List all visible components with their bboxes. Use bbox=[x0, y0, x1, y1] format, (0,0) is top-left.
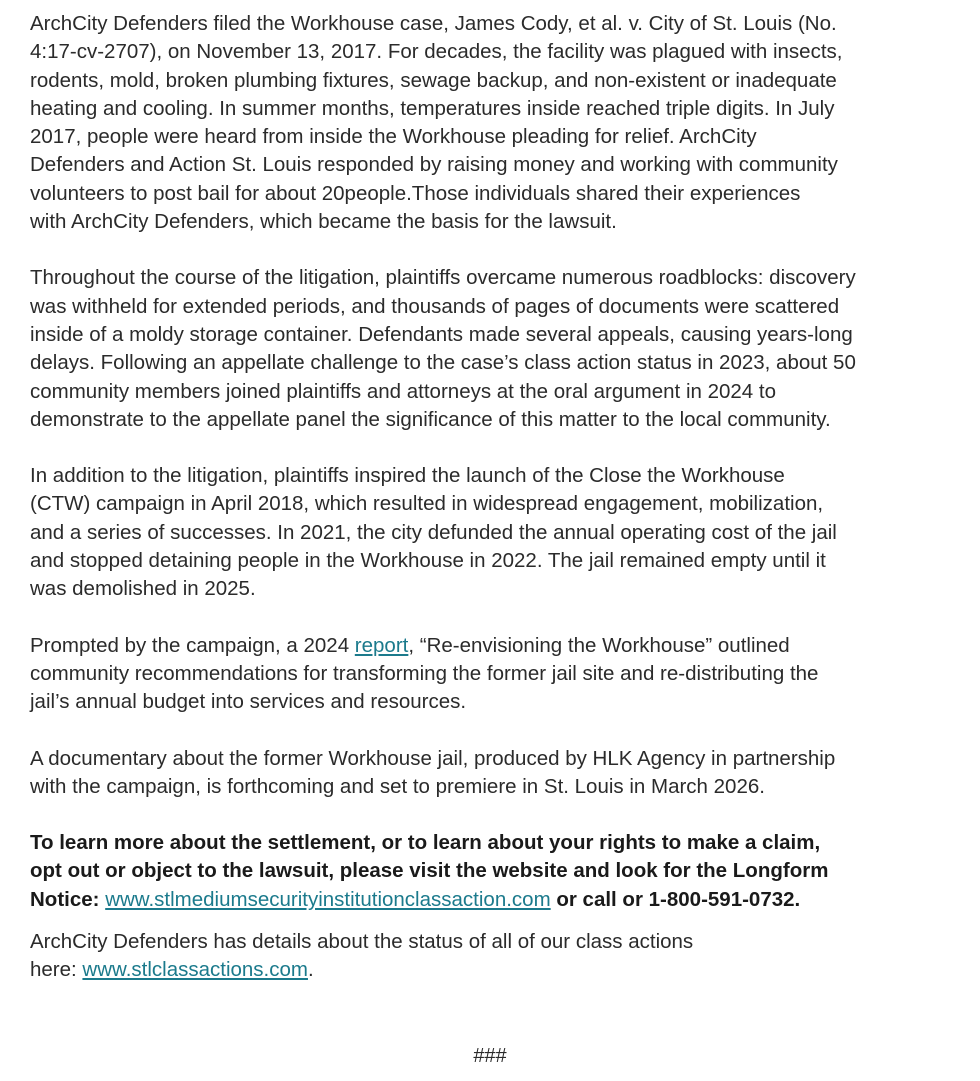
text-line: demonstrate to the appellate panel the significance of this matter to the local community. bbox=[30, 407, 831, 431]
press-release-body bbox=[30, 10, 960, 1013]
text-line: rodents, mold, broken plumbing fixtures, sewage backup, and non-existent or inadequate bbox=[30, 68, 837, 92]
text-line: with the campaign, is forthcoming and set to premiere in St. Louis in March 2026. bbox=[30, 774, 765, 798]
text-line: inside of a moldy storage container. Defendants made several appeals, causing years-long bbox=[30, 322, 853, 346]
paragraph-case-filing bbox=[30, 10, 960, 236]
text-line: and stopped detaining people in the Workhouse in 2022. The jail remained empty until it bbox=[30, 549, 826, 573]
paragraph-report bbox=[30, 632, 960, 717]
text-line: and a series of successes. In 2021, the city defunded the annual operating cost of the jail bbox=[30, 520, 837, 544]
text-line: Throughout the course of the litigation, plaintiffs overcame numerous roadblocks: discovery bbox=[30, 266, 856, 290]
text-line: opt out or object to the lawsuit, please visit the website and look for the Longform bbox=[30, 859, 829, 883]
text-line: jail’s annual budget into services and resources. bbox=[30, 690, 467, 714]
text-segment: or call or 1-800-591-0732. bbox=[550, 887, 801, 911]
text-line: ArchCity Defenders has details about the status of all of our class actions bbox=[30, 930, 694, 954]
text-segment: , “Re-envisioning the Workhouse” outlined bbox=[408, 633, 790, 657]
class-actions-link[interactable]: www.stlclassactions.com bbox=[82, 958, 308, 982]
text-line: ArchCity Defenders filed the Workhouse case, James Cody, et al. v. City of St. Louis (No. bbox=[30, 12, 837, 35]
paragraph-litigation bbox=[30, 264, 960, 434]
text-line: 2017, people were heard from inside the Workhouse pleading for relief. ArchCity bbox=[30, 125, 757, 149]
text-segment: Notice: bbox=[30, 887, 106, 911]
text-segment: Prompted by the campaign, a 2024 bbox=[30, 633, 355, 657]
text-line: community recommendations for transforming the former jail site and re-distributing the bbox=[30, 661, 819, 685]
text-line: volunteers to post bail for about 20people.Those individuals shared their experiences bbox=[30, 181, 801, 205]
text-line: was withheld for extended periods, and thousands of pages of documents were scattered bbox=[30, 294, 840, 318]
paragraph-settlement-info bbox=[30, 829, 960, 914]
settlement-website-link[interactable]: www.stlmediumsecurityinstitutionclassaction.com bbox=[105, 887, 551, 911]
text-line: Defenders and Action St. Louis responded by raising money and working with community bbox=[30, 153, 838, 177]
paragraph-class-actions bbox=[30, 928, 960, 985]
text-segment: here: bbox=[30, 958, 83, 982]
text-line: (CTW) campaign in April 2018, which resulted in widespread engagement, mobilization, bbox=[30, 492, 824, 516]
text-line: was demolished in 2025. bbox=[30, 577, 256, 601]
end-mark: ### bbox=[473, 1045, 507, 1067]
text-line: with ArchCity Defenders, which became the basis for the lawsuit. bbox=[30, 210, 617, 234]
text-line: In addition to the litigation, plaintiffs inspired the launch of the Close the Workhouse bbox=[30, 464, 785, 488]
text-line: delays. Following an appellate challenge to the case’s class action status in 2023, about 50 bbox=[30, 351, 856, 375]
text-line: A documentary about the former Workhouse jail, produced by HLK Agency in partnership bbox=[30, 746, 836, 770]
text-line: 4:17-cv-2707), on November 13, 2017. For decades, the facility was plagued with insects, bbox=[30, 40, 843, 64]
text-line: community members joined plaintiffs and attorneys at the oral argument in 2024 to bbox=[30, 379, 776, 403]
text-line: heating and cooling. In summer months, temperatures inside reached triple digits. In July bbox=[30, 96, 835, 120]
text-segment: . bbox=[307, 958, 314, 982]
paragraph-campaign bbox=[30, 462, 960, 603]
paragraph-documentary bbox=[30, 745, 960, 802]
text-line: To learn more about the settlement, or to learn about your rights to make a claim, bbox=[30, 831, 821, 855]
report-link[interactable]: report bbox=[354, 633, 409, 657]
